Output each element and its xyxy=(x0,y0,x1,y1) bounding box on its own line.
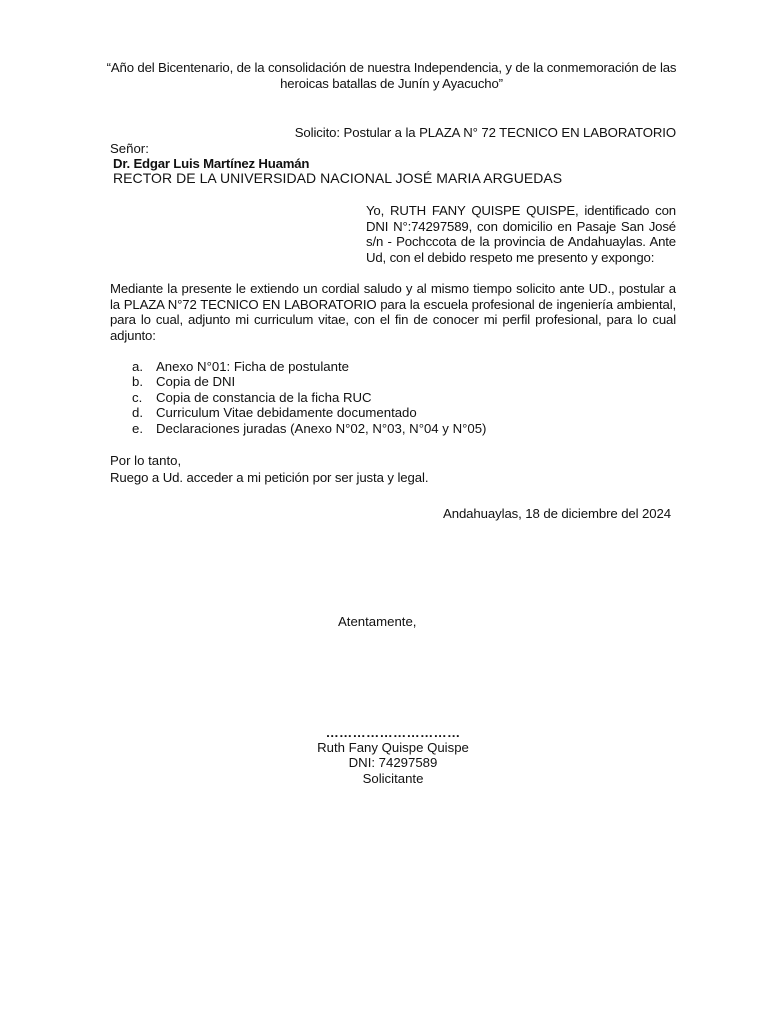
list-item xyxy=(110,405,486,420)
list-item-letter: b. xyxy=(132,374,143,390)
recipient-greeting: Señor: xyxy=(110,141,149,156)
closing-line-2: Ruego a Ud. acceder a mi petición por ser justa y legal. xyxy=(110,470,429,485)
list-item xyxy=(110,421,486,436)
list-item-text: Declaraciones juradas (Anexo N°02, N°03, N°04 y N°05) xyxy=(156,420,487,436)
signer-name: Ruth Fany Quispe Quispe xyxy=(317,740,469,756)
list-item-letter: e. xyxy=(132,420,143,436)
subject-line: Solicito: Postular a la PLAZA N° 72 TECNICO EN LABORATORIO xyxy=(294,125,676,140)
recipient-title: RECTOR DE LA UNIVERSIDAD NACIONAL JOSÉ MARIA ARGUEDAS xyxy=(113,170,563,186)
list-item-letter: c. xyxy=(132,389,143,405)
signer-dni: DNI: 74297589 xyxy=(348,755,438,771)
sign-off: Atentamente, xyxy=(338,614,417,629)
list-item xyxy=(110,359,486,374)
signature-line: ………………………… xyxy=(325,725,461,740)
body-paragraph: Mediante la presente le extiendo un cordial saludo y al mismo tiempo solicito ante UD., postular a la PLAZA N°72 TECNICO EN LABORATORIO para la escuela profesional de ingeniería ambiental, para lo cual, adjunto mi curriculum vitae, con el fin de conocer mi perfil profesional, para lo cual adjunto: xyxy=(110,281,676,343)
list-item-text: Curriculum Vitae debidamente documentado xyxy=(156,405,417,421)
list-item-letter: a. xyxy=(132,359,143,374)
list-item-letter: d. xyxy=(132,405,143,421)
signer-role: Solicitante xyxy=(362,770,424,786)
attachments-list xyxy=(110,359,486,436)
list-item xyxy=(110,390,486,405)
list-item xyxy=(110,374,486,389)
header-motto: “Año del Bicentenario, de la consolidación de nuestra Independencia, y de la conmemoración de las heroicas batallas de Junín y Ayacucho” xyxy=(106,60,677,91)
list-item-text: Copia de constancia de la ficha RUC xyxy=(156,389,372,405)
closing-line-1: Por lo tanto, xyxy=(110,453,182,468)
signature-block xyxy=(293,725,493,786)
date-line: Andahuaylas, 18 de diciembre del 2024 xyxy=(443,506,671,521)
recipient-name: Dr. Edgar Luis Martínez Huamán xyxy=(113,156,310,171)
list-item-text: Anexo N°01: Ficha de postulante xyxy=(156,359,349,374)
intro-paragraph: Yo, RUTH FANY QUISPE QUISPE, identificado con DNI N°:74297589, con domicilio en Pasaje San José s/n - Pochccota de la provincia de Andahuaylas. Ante Ud, con el debido respeto me presento y expongo: xyxy=(366,203,676,265)
list-item-text: Copia de DNI xyxy=(156,374,236,390)
